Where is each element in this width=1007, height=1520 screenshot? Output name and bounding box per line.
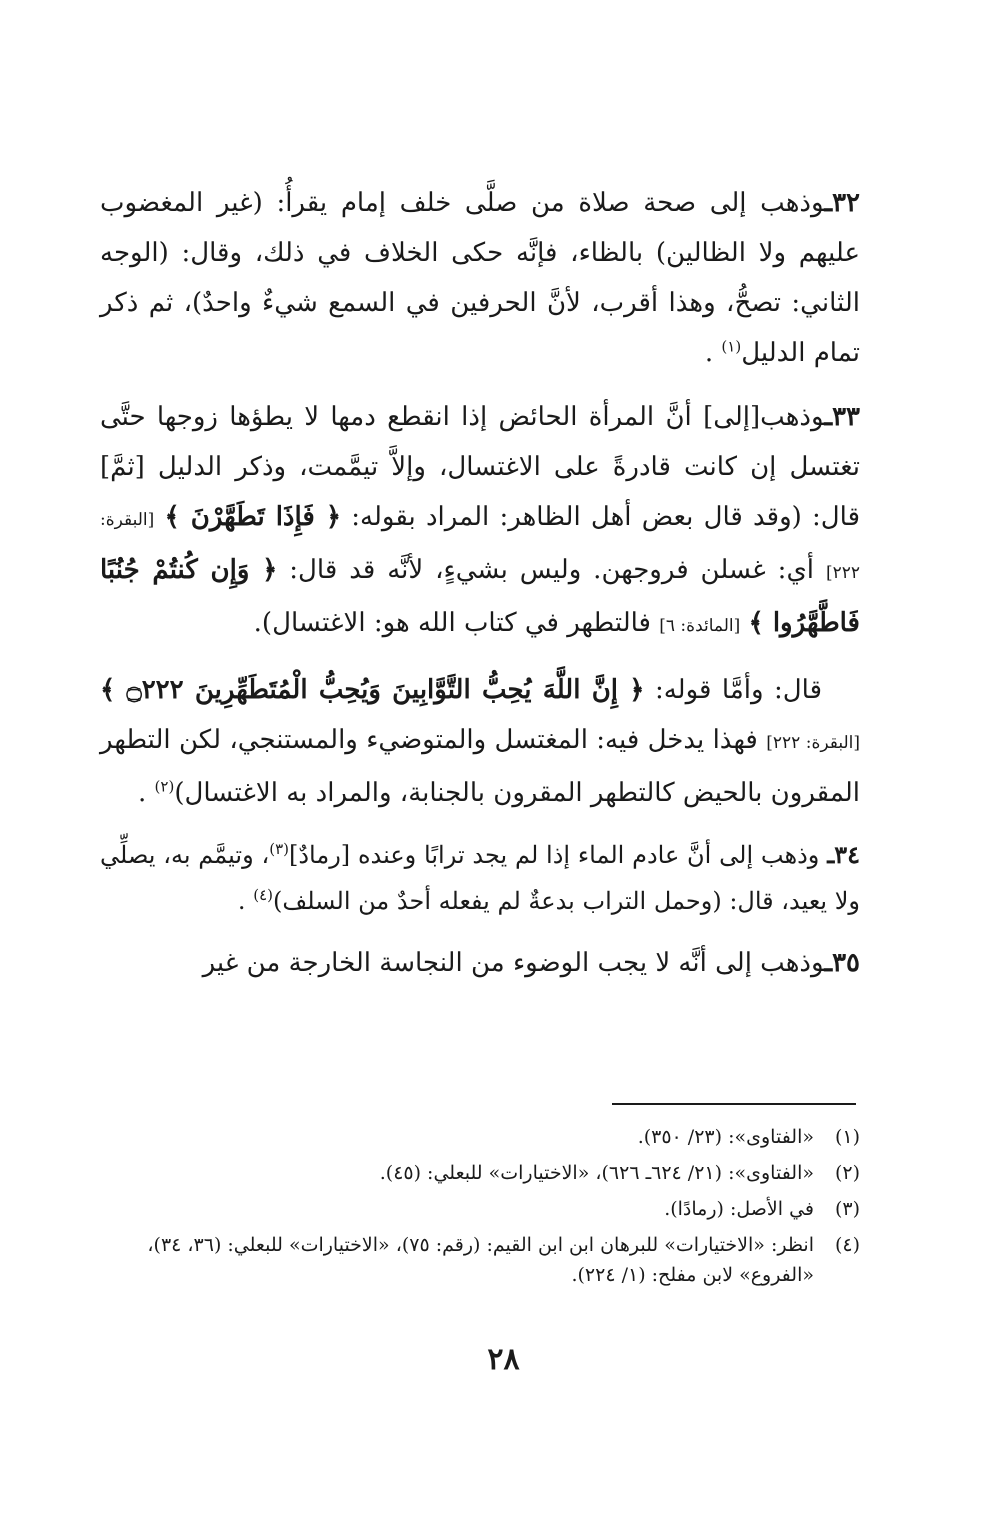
paragraph-text: ، وتيمَّم به، يصلِّي ولا يعيد، قال: (وحمل التراب بدعةٌ لم يفعله أحدٌ من السلف) — [100, 841, 860, 915]
footnote-text: انظر: «الاختيارات» للبرهان ابن ابن القيم: (رقم: ٧٥)، «الاختيارات» للبعلي: (٣٦، ٣٤)، «الفروع» لابن مفلح: (١/ ٢٢٤). — [147, 1234, 814, 1286]
paragraph-end: . — [704, 338, 714, 368]
footnote-divider — [612, 1103, 856, 1105]
quran-verse: ﴿ وَإِن كُنتُمْ جُنُبًا فَاطَّهَّرُوا ﴾ — [100, 555, 860, 638]
paragraph-number: ٣٥ـ — [824, 948, 860, 978]
page-body — [100, 178, 860, 1002]
footnote-text: في الأصل: (رمادًا). — [664, 1198, 814, 1220]
footnote-text: «الفتاوى»: (٢٣/ ٣٥٠). — [637, 1126, 814, 1148]
paragraph-text: وذهب إلى أنَّه لا يجب الوضوء من النجاسة الخارجة من غير — [202, 948, 825, 978]
footnote-ref[interactable]: (٢) — [154, 777, 175, 796]
footnote-text: «الفتاوى»: (٢١/ ٦٢٤ـ ٦٢٦)، «الاختيارات» للبعلي: (٤٥). — [379, 1162, 814, 1184]
quran-verse: ﴿ فَإِذَا تَطَهَّرْنَ ﴾ — [164, 502, 342, 532]
paragraph-text: وذهب إلى صحة صلاة من صلَّى خلف إمام يقرأُ: (غير المغضوب عليهم ولا الظالين) بالظاء، فإنَّه حكى الخلاف في ذلك، وقال: (الوجه الثاني: تصحُّ، وهذا أقرب، لأنَّ الحرفين في السمع شيءٌ واحدٌ)، ثم ذكر تمام الدليل — [100, 188, 860, 368]
verse-reference: [المائدة: ٦] — [659, 616, 741, 636]
paragraph-33 — [100, 392, 860, 651]
footnote-number: (٣) — [834, 1198, 860, 1220]
footnotes — [100, 1122, 860, 1296]
paragraph-35 — [100, 938, 860, 988]
verse-reference: [البقرة: ٢٢٢] — [766, 733, 861, 753]
footnote-item — [100, 1194, 860, 1224]
footnote-number: (١) — [834, 1126, 860, 1148]
paragraph-32 — [100, 178, 860, 378]
quran-verse: ﴿ إِنَّ اللَّهَ يُحِبُّ التَّوَّابِينَ وَيُحِبُّ الْمُتَطَهِّرِينَ ۝٢٢٢ ﴾ — [100, 675, 645, 705]
footnote-item — [100, 1230, 860, 1290]
footnote-item — [100, 1158, 860, 1188]
paragraph-text: وذهب إلى أنَّ عادم الماء إذا لم يجد ترابًا وعنده [رمادٌ] — [288, 841, 820, 869]
paragraph-number: ٣٢ـ — [824, 188, 860, 218]
verse-reference: [البقرة: ٢٢٢] — [100, 510, 860, 583]
paragraph-number: ٣٣ـ — [824, 402, 860, 432]
paragraph-text: فهذا يدخل فيه: المغتسل والمتوضيء والمستنجي، لكن التطهر المقرون بالحيض كالتطهر المقرون بالجنابة، والمراد به الاغتسال) — [100, 725, 860, 808]
paragraph-text: وذهب[إلى] أنَّ المرأة الحائض إذا انقطع دمها لا يطؤها زوجها حتَّى تغتسل إن كانت قادرةً على الاغتسال، وإلاَّ تيمَّمت، وذكر الدليل [ثمَّ] قال: (وقد قال بعض أهل الظاهر: المراد بقوله: — [100, 402, 861, 532]
paragraph-33-continued — [100, 665, 860, 818]
paragraph-text: فالتطهر في كتاب الله هو: الاغتسال). — [253, 608, 660, 638]
footnote-ref[interactable]: (١) — [721, 337, 742, 356]
footnote-number: (٤) — [834, 1234, 860, 1256]
footnote-number: (٢) — [834, 1162, 860, 1184]
footnote-ref[interactable]: (٤) — [253, 886, 273, 904]
paragraph-end: . — [138, 778, 147, 808]
paragraph-text: قال: وأمَّا قوله: — [644, 675, 822, 705]
paragraph-number: ٣٤ـ — [827, 840, 861, 869]
paragraph-text: أي: غسلن فروجهن. وليس بشيءٍ، لأنَّه قد قال: — [277, 555, 826, 585]
paragraph-34 — [100, 832, 860, 924]
paragraph-end: . — [237, 887, 246, 915]
page-number: ٢٨ — [487, 1342, 520, 1377]
footnote-item — [100, 1122, 860, 1152]
footnote-ref[interactable]: (٣) — [269, 840, 289, 858]
